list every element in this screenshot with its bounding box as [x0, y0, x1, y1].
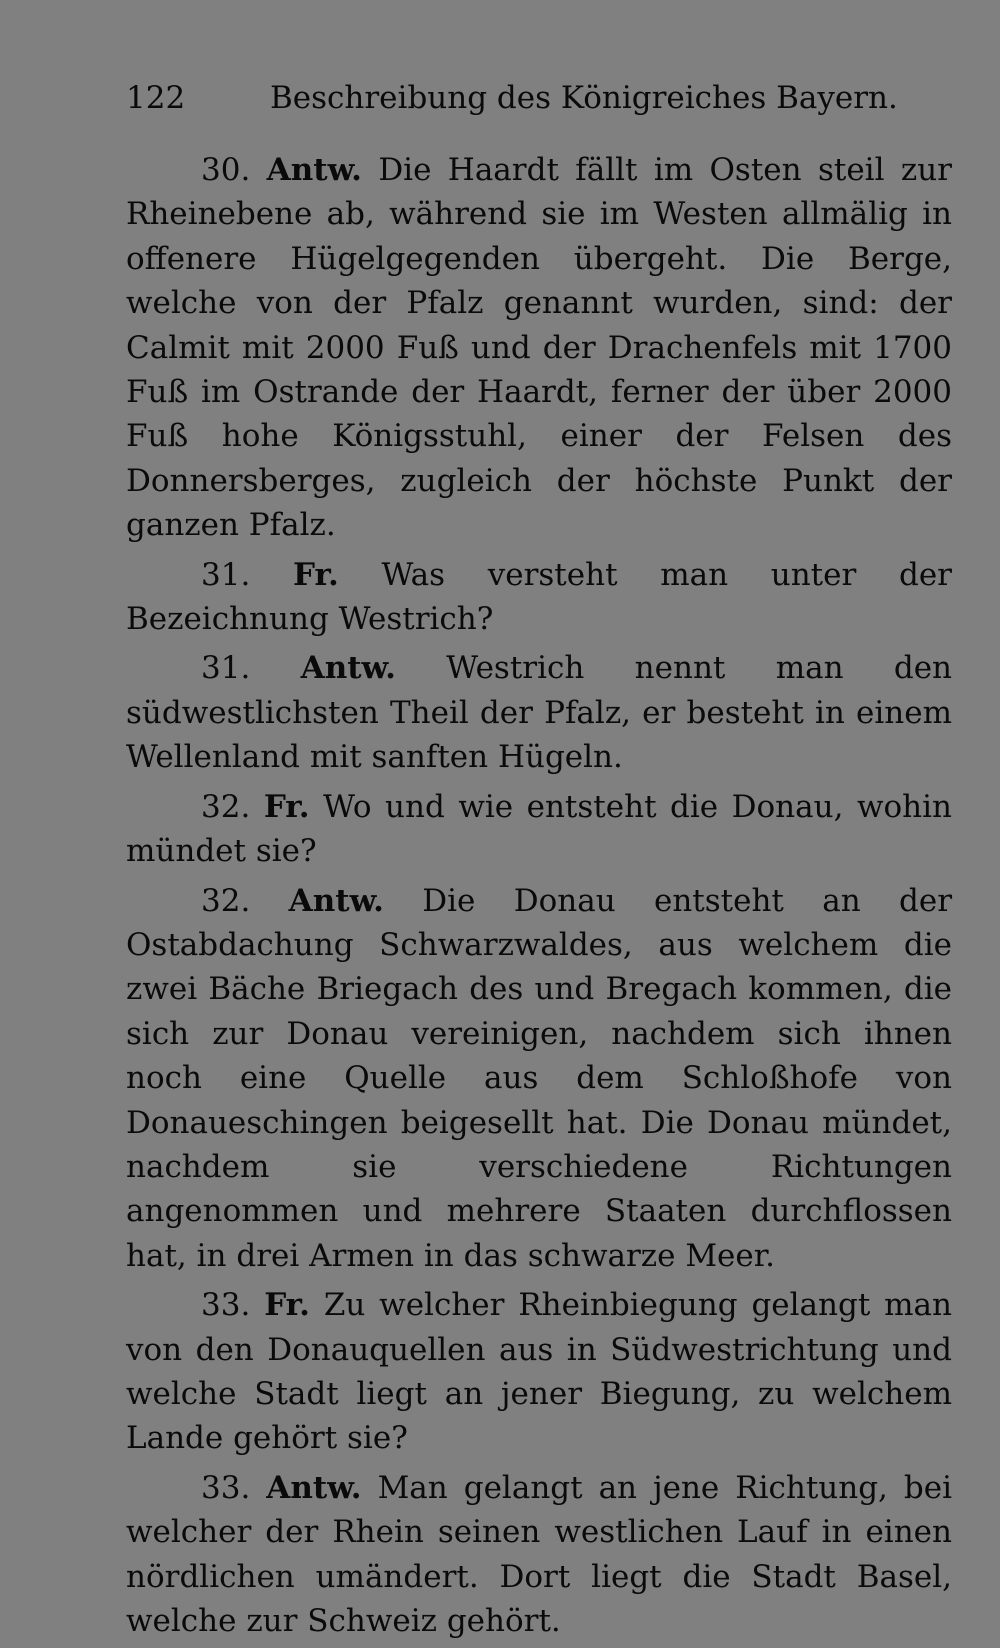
item-number: 30. [201, 152, 251, 188]
page-number: 122 [126, 80, 186, 116]
paragraph-text: Die Haardt fällt im Osten steil zur Rheinebene ab, während sie im Westen allmälig in offenere Hügelgegenden übergeht. Die Berge, welche von der Pfalz genannt wurden, sind: der Calmit mit 2000 Fuß und der Drachenfels mit 1700 Fuß im Ostrande der Haardt, ferner der über 2000 Fuß hohe Königsstuhl, einer der Felsen des Donnersberges, zugleich der höchste Punkt der ganzen Pfalz. [126, 152, 952, 544]
item-number: 33. [201, 1469, 251, 1506]
question-paragraph-31 [126, 553, 952, 642]
page-body [126, 148, 952, 1648]
answer-paragraph-30 [126, 148, 952, 548]
question-label: Fr. [293, 556, 339, 593]
question-label: Fr. [264, 1287, 310, 1324]
item-number: 33. [201, 1287, 251, 1324]
answer-label: Antw. [266, 152, 362, 188]
question-label: Fr. [263, 788, 310, 825]
item-number: 31. [201, 556, 251, 593]
paragraph-text: Man gelangt an jene Richtung, bei welcher der Rhein seinen westlichen Lauf in einen nördlichen umändert. Dort liegt die Stadt Basel, welche zur Schweiz gehört. [126, 1469, 952, 1639]
answer-paragraph-32 [126, 879, 952, 1279]
paragraph-text: Westrich nennt man den südwestlichsten Theil der Pfalz, er besteht in einem Wellenland mit sanften Hügeln. [126, 650, 953, 776]
answer-label: Antw. [266, 1469, 362, 1506]
item-number: 32. [201, 882, 251, 919]
question-paragraph-32 [126, 785, 952, 874]
paragraph-text: Zu welcher Rheinbiegung gelangt man von den Donauquellen aus in Südwestrichtung und welche Stadt liegt an jener Biegung, zu welchem Lande gehört sie? [126, 1287, 953, 1457]
item-number: 32. [201, 788, 251, 825]
answer-paragraph-31 [126, 646, 952, 779]
item-number: 31. [201, 650, 251, 687]
answer-paragraph-33 [126, 1466, 952, 1644]
paragraph-text: Wo und wie entsteht die Donau, wohin mündet sie? [126, 788, 952, 870]
answer-label: Antw. [300, 650, 396, 687]
paragraph-text: Was versteht man unter der Bezeichnung Westrich? [126, 556, 953, 638]
paragraph-text: Die Donau entsteht an der Ostabdachung Schwarzwaldes, aus welchem die zwei Bäche Briegach des und Bregach kommen, die sich zur Donau vereinigen, nachdem sich ihnen noch eine Quelle aus dem Schloßhofe von Donaueschingen beigesellt hat. Die Donau mündet, nachdem sie verschiedene Richtungen angenommen und mehrere Staaten durchflossen hat, in drei Armen in das schwarze Meer. [126, 882, 953, 1274]
running-title: Beschreibung des Königreiches Bayern. [270, 80, 898, 116]
question-paragraph-33 [126, 1283, 952, 1461]
answer-label: Antw. [288, 882, 384, 919]
